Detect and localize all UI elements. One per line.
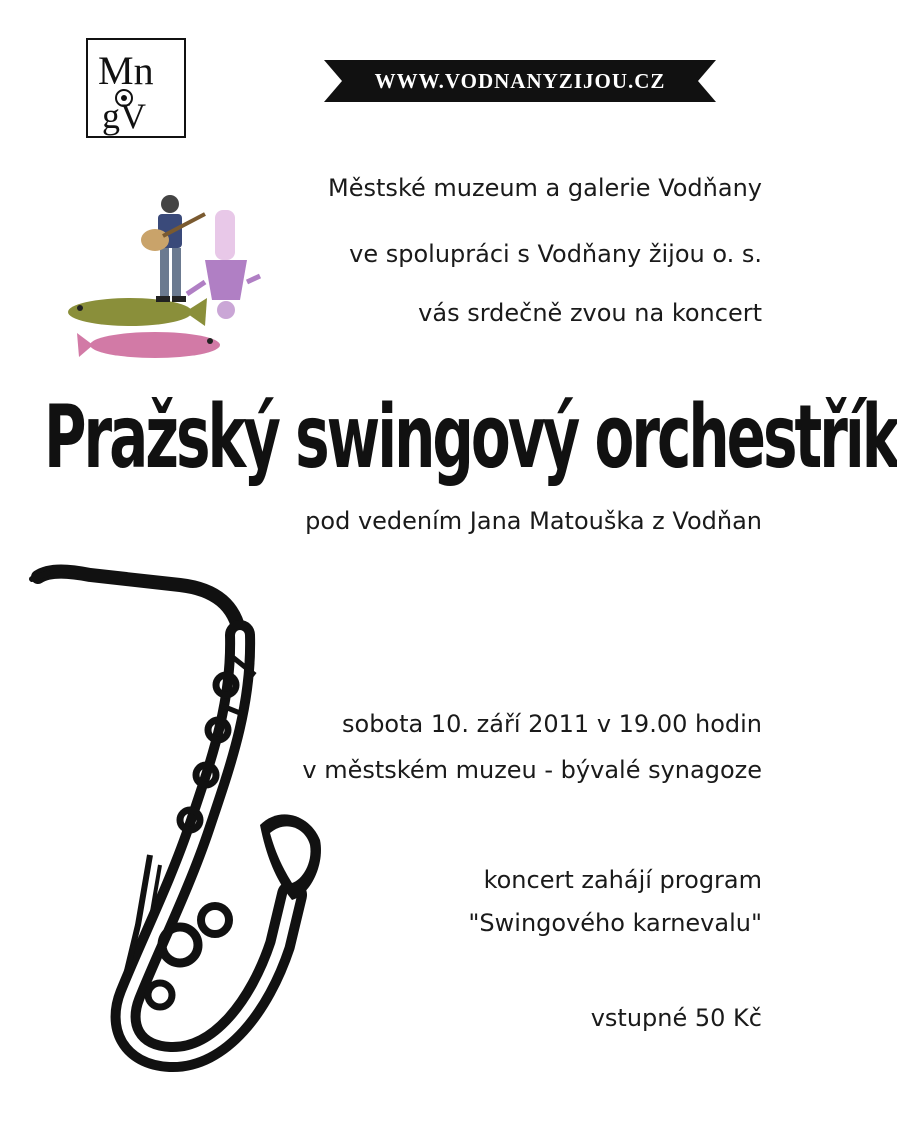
program-line-1: koncert zahájí program [483, 866, 762, 894]
guitarist-fish-collage-icon [55, 190, 270, 365]
logo-letters-bottom: gV [102, 96, 146, 136]
cooperation-line: ve spolupráci s Vodňany žijou o. s. [349, 240, 762, 268]
organizer-line: Městské muzeum a galerie Vodňany [328, 174, 762, 202]
saxophone-illustration [30, 565, 330, 1070]
event-date: sobota 10. září 2011 v 19.00 hodin [342, 710, 762, 738]
logo-monogram-icon [88, 40, 184, 136]
program-line-2: "Swingového karnevalu" [468, 909, 762, 937]
website-link[interactable]: WWW.VODNANYZIJOU.CZ [374, 69, 666, 93]
invitation-line: vás srdečně zvou na koncert [418, 299, 762, 327]
museum-logo [86, 38, 186, 138]
concert-subtitle: pod vedením Jana Matouška z Vodňan [305, 507, 762, 535]
website-ribbon[interactable] [324, 60, 716, 102]
event-venue: v městském muzeu - bývalé synagoze [302, 756, 762, 784]
admission-price: vstupné 50 Kč [590, 1004, 762, 1032]
saxophone-icon [30, 565, 330, 1070]
concert-title: Pražský swingový orchestřík [44, 386, 897, 488]
collage-illustration [55, 190, 270, 365]
logo-letters-top: Mn [98, 48, 154, 93]
